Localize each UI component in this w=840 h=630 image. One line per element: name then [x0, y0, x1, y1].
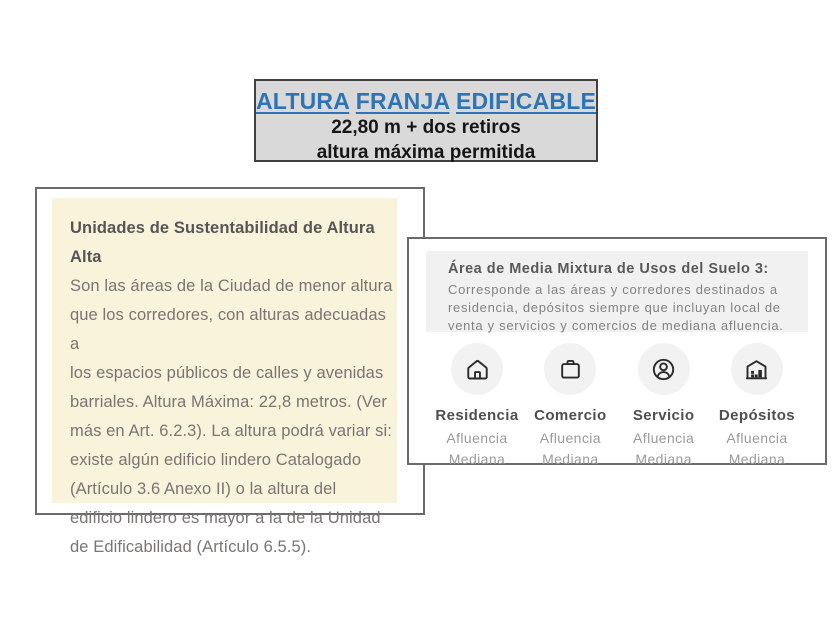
- use-label: Servicio: [632, 407, 695, 424]
- use-sublabel: [618, 428, 710, 470]
- text-line: (Artículo 3.6 Anexo II) o la altura del: [70, 480, 337, 498]
- title-subtitle-2: altura máxima permitida: [316, 142, 536, 163]
- land-use-panel: [426, 251, 808, 332]
- land-use-heading: Área de Media Mixtura de Usos del Suelo 3:: [448, 261, 769, 277]
- land-uses-row: [409, 343, 825, 470]
- page-title: [256, 88, 596, 115]
- right-frame: [407, 237, 827, 465]
- use-residencia: [431, 343, 523, 470]
- text-line: edificio lindero es mayor a la de la Unidad: [70, 509, 381, 527]
- text-line: Son las áreas de la Ciudad de menor altura: [70, 277, 393, 295]
- use-servicio: [618, 343, 710, 470]
- text-line: Mediana: [542, 451, 599, 467]
- title-box: [254, 79, 598, 162]
- text-line: Mediana: [448, 451, 506, 467]
- use-sublabel: [431, 428, 523, 470]
- text-line: de Edificabilidad (Artículo 6.5.5).: [70, 538, 312, 556]
- title-word: EDIFICABLE: [456, 88, 597, 114]
- text-line: más en Art. 6.2.3). La altura podrá variar si:: [70, 422, 392, 440]
- use-label: Residencia: [435, 407, 519, 424]
- briefcase-icon: [544, 343, 596, 395]
- use-comercio: [524, 343, 616, 470]
- text-line: Mediana: [635, 451, 692, 467]
- text-line: que los corredores, con alturas adecuadas a: [70, 306, 386, 353]
- title-subtitle-1: 22,80 m + dos retiros: [331, 117, 521, 138]
- use-sublabel: [524, 428, 616, 470]
- warehouse-icon: [731, 343, 783, 395]
- use-depositos: [711, 343, 803, 470]
- text-line: residencia, depósitos siempre que incluyan local de: [448, 300, 781, 315]
- sustainability-body: [70, 272, 393, 562]
- sustainability-heading: Unidades de Sustentabilidad de Altura Alta: [70, 219, 375, 266]
- use-label: Depósitos: [718, 407, 796, 424]
- text-line: Corresponde a las áreas y corredores destinados a: [448, 282, 778, 297]
- title-word: ALTURA: [256, 88, 350, 114]
- text-line: existe algún edificio lindero Catalogado: [70, 451, 362, 469]
- text-line: Afluencia: [539, 430, 601, 446]
- person-circle-icon: [638, 343, 690, 395]
- home-icon: [451, 343, 503, 395]
- use-sublabel: [711, 428, 803, 470]
- text-line: venta y servicios y comercios de mediana afluencia.: [448, 318, 784, 333]
- sustainability-panel: [52, 198, 397, 556]
- text-line: Afluencia: [726, 430, 788, 446]
- use-label: Comercio: [534, 407, 607, 424]
- text-line: Afluencia: [446, 430, 508, 446]
- text-line: Mediana: [728, 451, 786, 467]
- text-line: barriales. Altura Máxima: 22,8 metros. (Ver: [70, 393, 388, 411]
- title-word: FRANJA: [355, 88, 450, 114]
- land-use-body: [448, 281, 798, 335]
- text-line: los espacios públicos de calles y avenidas: [70, 364, 384, 382]
- left-frame: [35, 187, 425, 556]
- text-line: Afluencia: [633, 430, 695, 446]
